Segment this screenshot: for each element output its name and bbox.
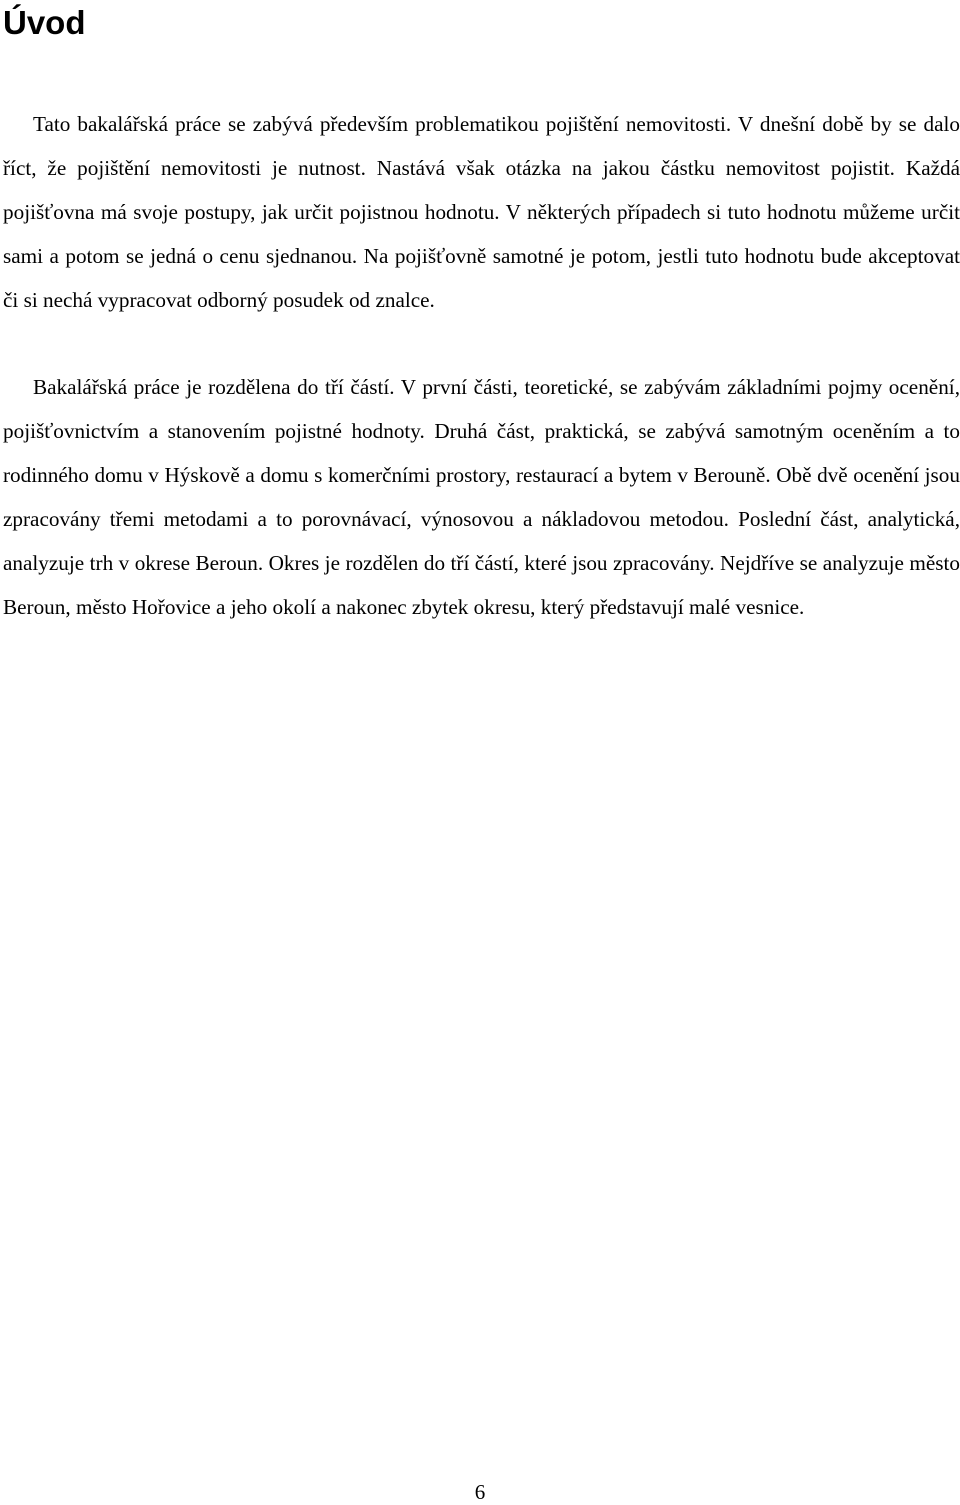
paragraph-structure: Bakalářská práce je rozdělena do tří částí. V první části, teoretické, se zabývám základními pojmy ocenění, pojišťovnictvím a stanovením pojistné hodnoty. Druhá část, praktická, se zabývá samotným oceněním a to rodinného domu v Hýskově a domu s komerčními prostory, restaurací a bytem v Berouně. Obě dvě ocenění jsou zpracovány třemi metodami a to porovnávací, výnosovou a nákladovou metodou. Poslední část, analytická, analyzuje trh v okrese Beroun. Okres je rozdělen do tří částí, které jsou zpracovány. Nejdříve se analyzuje město Beroun, město Hořovice a jeho okolí a nakonec zbytek okresu, který představují malé vesnice.: [3, 375, 960, 619]
document-body: [3, 103, 960, 630]
page-title: Úvod: [3, 4, 86, 41]
page-number: 6: [474, 1480, 486, 1504]
paragraph-intro: Tato bakalářská práce se zabývá především problematikou pojištění nemovitosti. V dnešní době by se dalo říct, že pojištění nemovitosti je nutnost. Nastává však otázka na jakou částku nemovitost pojistit. Každá pojišťovna má svoje postupy, jak určit pojistnou hodnotu. V některých případech si tuto hodnotu můžeme určit sami a potom se jedná o cenu sjednanou. Na pojišťovně samotné je potom, jestli tuto hodnotu bude akceptovat či si nechá vypracovat odborný posudek od znalce.: [3, 112, 960, 312]
